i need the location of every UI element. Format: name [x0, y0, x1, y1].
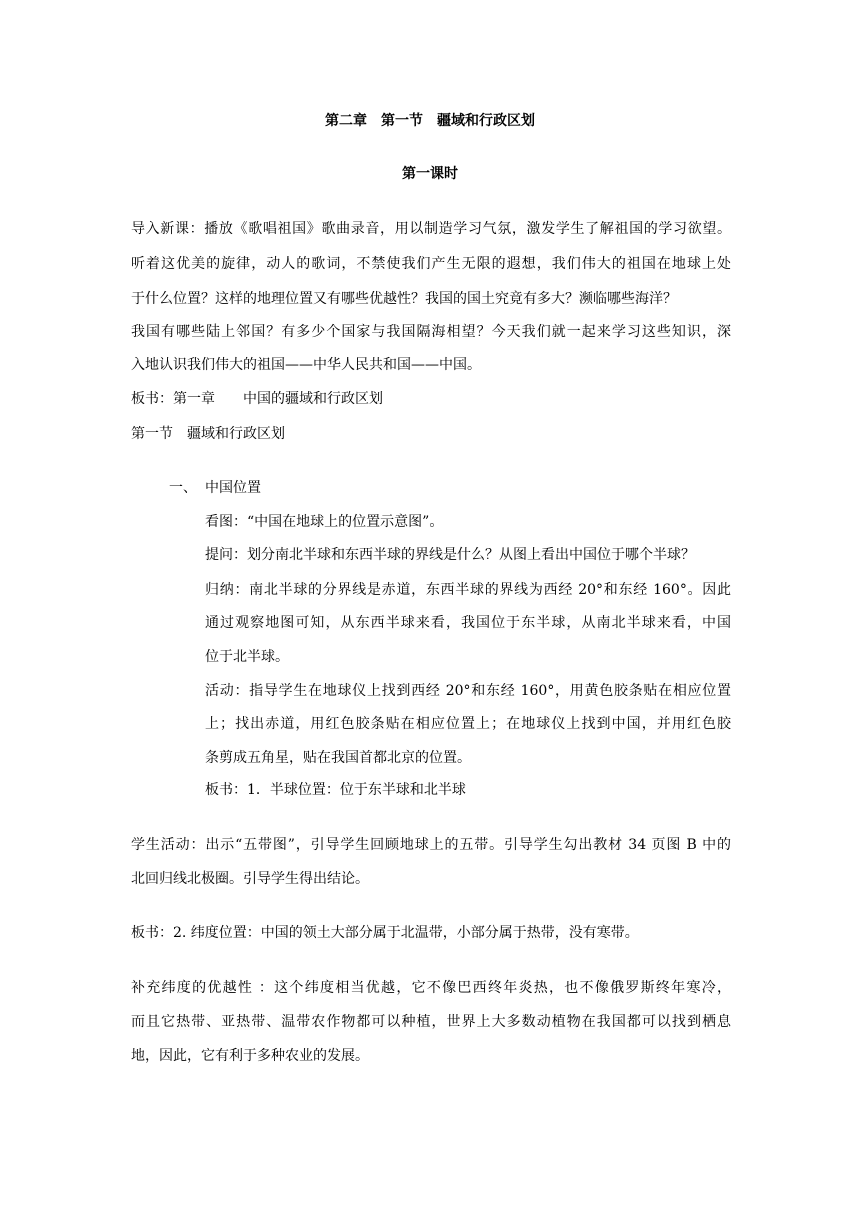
board-section: 第一节 疆域和行政区划: [131, 426, 285, 442]
intro-line: 入地认识我们伟大的祖国——中华人民共和国——中国。: [131, 357, 481, 373]
body-line: 板书：1．半球位置：位于东半球和北半球: [205, 782, 466, 798]
body-line: 条剪成五角星，贴在我国首都北京的位置。: [205, 750, 471, 766]
body-line: 活动：指导学生在地球仪上找到西经 20°和东经 160°，用黄色胶条贴在相应位置: [205, 683, 731, 699]
intro-line: 导入新课：播放《歌唱祖国》歌曲录音，用以制造学习气氛，激发学生了解祖国的学习欲望。: [131, 221, 731, 237]
section-number: 一、: [169, 480, 197, 496]
intro-line: 听着这优美的旋律，动人的歌词，不禁使我们产生无限的遐想，我们伟大的祖国在地球上处: [131, 256, 731, 272]
body-line: 通过观察地图可知，从东西半球来看，我国位于东半球，从南北半球来看，中国: [205, 615, 731, 631]
body-line: 看图：“中国在地球上的位置示意图”。: [205, 514, 444, 530]
body-line: 位于北半球。: [205, 649, 289, 665]
body-line: 上；找出赤道，用红色胶条贴在相应位置上；在地球仪上找到中国，并用红色胶: [205, 716, 731, 732]
board-chapter: 板书：第一章 中国的疆域和行政区划: [131, 391, 383, 407]
activity-line: 学生活动：出示“五带图”，引导学生回顾地球上的五带。引导学生勾出教材 34 页图 B 中的: [131, 837, 731, 853]
activity-line: 北回归线北极圈。引导学生得出结论。: [131, 871, 369, 887]
intro-line: 我国有哪些陆上邻国？有多少个国家与我国隔海相望？今天我们就一起来学习这些知识，深: [131, 324, 731, 340]
section-heading: 中国位置: [205, 480, 261, 496]
supplement-line: 地，因此，它有利于多种农业的发展。: [131, 1048, 369, 1064]
board-latitude: 板书：2. 纬度位置：中国的领土大部分属于北温带，小部分属于热带，没有寒带。: [131, 925, 639, 941]
body-line: 归纳：南北半球的分界线是赤道，东西半球的界线为西经 20°和东经 160°。因此: [205, 582, 731, 598]
supplement-line: 而且它热带、亚热带、温带农作物都可以种植，世界上大多数动植物在我国都可以找到栖息: [131, 1014, 731, 1030]
page-subtitle: 第一课时: [402, 166, 458, 182]
page-title: 第二章 第一节 疆域和行政区划: [325, 113, 535, 129]
body-line: 提问：划分南北半球和东西半球的界线是什么？从图上看出中国位于哪个半球？: [205, 547, 695, 563]
supplement-line: 补充纬度的优越性 ：这个纬度相当优越，它不像巴西终年炎热，也不像俄罗斯终年寒冷，: [131, 980, 731, 996]
intro-line: 于什么位置？这样的地理位置又有哪些优越性？我国的国土究竟有多大？濒临哪些海洋？: [131, 291, 677, 307]
